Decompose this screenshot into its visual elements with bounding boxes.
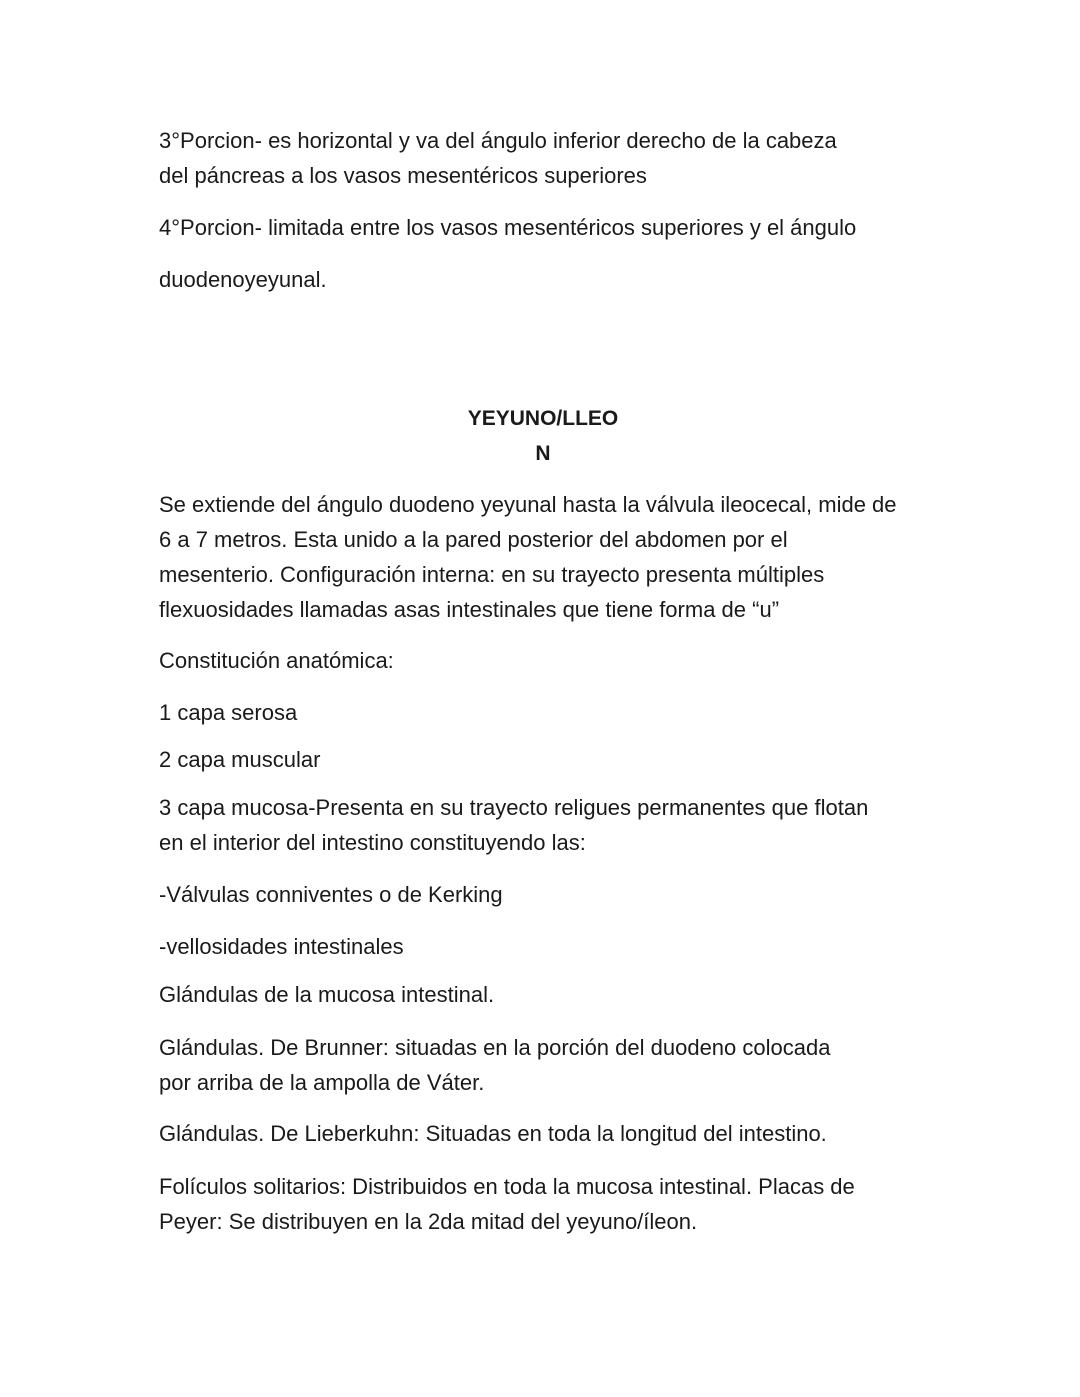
text-line: -vellosidades intestinales xyxy=(159,934,404,959)
paragraph-lieberkuhn xyxy=(159,1116,939,1151)
paragraph-porcion-3 xyxy=(159,123,939,193)
section-title-line: YEYUNO/LLEO xyxy=(467,407,619,430)
text-line: por arriba de la ampolla de Váter. xyxy=(159,1070,485,1095)
text-line: duodenoyeyunal. xyxy=(159,267,327,292)
list-item-capa-2 xyxy=(159,742,939,777)
text-line: 2 capa muscular xyxy=(159,747,321,772)
text-line: Constitución anatómica: xyxy=(159,648,394,673)
text-line: Peyer: Se distribuyen en la 2da mitad del yeyuno/íleon. xyxy=(159,1209,698,1234)
list-item-capa-1 xyxy=(159,695,939,730)
paragraph-glandulas-mucosa xyxy=(159,977,939,1012)
list-item-capa-3 xyxy=(159,790,939,860)
text-line: Glándulas de la mucosa intestinal. xyxy=(159,982,495,1007)
paragraph-constitucion xyxy=(159,643,939,678)
section-title xyxy=(0,401,1080,471)
text-line: -Válvulas conniventes o de Kerking xyxy=(159,882,503,907)
paragraph-foliculos xyxy=(159,1169,939,1239)
list-item-vellosidades xyxy=(159,929,939,964)
text-line: Se extiende del ángulo duodeno yeyunal hasta la válvula ileocecal, mide de xyxy=(159,492,897,517)
text-line: 4°Porcion- limitada entre los vasos mesentéricos superiores y el ángulo xyxy=(159,215,857,240)
text-line: 6 a 7 metros. Esta unido a la pared posterior del abdomen por el xyxy=(159,527,788,552)
text-line: flexuosidades llamadas asas intestinales que tiene forma de “u” xyxy=(159,597,780,622)
text-line: del páncreas a los vasos mesentéricos superiores xyxy=(159,163,647,188)
section-title-line: N xyxy=(535,442,551,465)
text-line: mesenterio. Configuración interna: en su trayecto presenta múltiples xyxy=(159,562,825,587)
text-line: Glándulas. De Lieberkuhn: Situadas en toda la longitud del intestino. xyxy=(159,1121,827,1146)
text-line: en el interior del intestino constituyendo las: xyxy=(159,830,586,855)
paragraph-brunner xyxy=(159,1030,939,1100)
paragraph-porcion-4 xyxy=(159,210,939,245)
text-line: 1 capa serosa xyxy=(159,700,298,725)
list-item-valvulas xyxy=(159,877,939,912)
text-line: Glándulas. De Brunner: situadas en la porción del duodeno colocada xyxy=(159,1035,831,1060)
text-line: 3 capa mucosa-Presenta en su trayecto religues permanentes que flotan xyxy=(159,795,869,820)
paragraph-intro xyxy=(159,487,939,627)
paragraph-porcion-4-continued xyxy=(159,262,939,297)
text-line: 3°Porcion- es horizontal y va del ángulo inferior derecho de la cabeza xyxy=(159,128,837,153)
text-line: Folículos solitarios: Distribuidos en toda la mucosa intestinal. Placas de xyxy=(159,1174,855,1199)
